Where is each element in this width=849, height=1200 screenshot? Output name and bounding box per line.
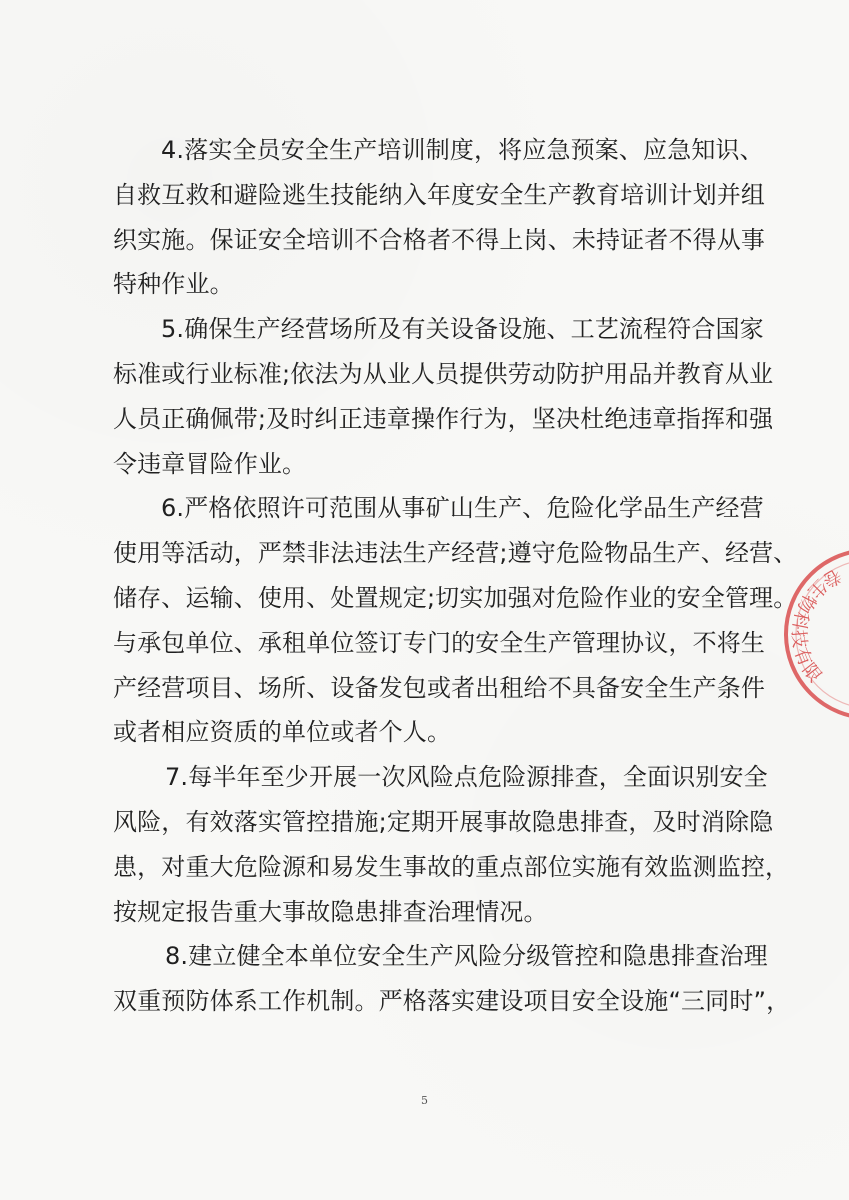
page-number: 5 — [421, 1094, 428, 1107]
paragraph-7 — [113, 755, 790, 934]
paragraph-4-line-1: 4.落实全员安全生产培训制度，将应急预案、应急知识、 — [161, 136, 764, 164]
paragraph-4-line-4: 特种作业。 — [113, 270, 234, 299]
paragraph-4-line-2: 自救互救和避险逃生技能纳入年度安全生产教育培训计划并组 — [113, 180, 766, 209]
paragraph-8 — [113, 934, 791, 1024]
paragraph-7-line-2: 风险，有效落实管控措施;定期开展事故隐患排查，及时消除隐 — [113, 807, 774, 836]
paragraph-7-line-3: 患，对重大危险源和易发生事故的重点部位实施有效监测监控， — [113, 852, 790, 881]
paragraph-5-line-3: 人员正确佩带;及时纠正违章操作行为，坚决杜绝违章指挥和强 — [113, 404, 774, 433]
document-body — [113, 128, 798, 1024]
paragraph-6-line-1: 6.严格依照许可范围从事矿山生产、危险化学品生产经营 — [161, 494, 764, 523]
paragraph-8-line-2: 双重预防体系工作机制。严格落实建设项目安全设施“三同时”， — [113, 987, 791, 1016]
paragraph-8-line-1: 8.建立健全本单位安全生产风险分级管控和隐患排查治理 — [165, 942, 768, 971]
paragraph-5 — [113, 307, 774, 486]
paragraph-6-line-3: 储存、运输、使用、处置规定;切实加强对危险作业的安全管理。 — [113, 583, 798, 612]
seal-text: 卷生物科技有限 — [787, 563, 845, 689]
paragraph-5-line-4: 令违章冒险作业。 — [113, 449, 307, 478]
paragraph-6-line-4: 与承包单位、承租单位签订专门的安全生产管理协议，不将生 — [113, 628, 766, 657]
paragraph-4-line-3: 织实施。保证安全培训不合格者不得上岗、未持证者不得从事 — [113, 225, 766, 254]
paragraph-5-line-2: 标准或行业标准;依法为从业人员提供劳动防护用品并教育从业 — [113, 359, 774, 388]
paragraph-4 — [113, 128, 766, 307]
paragraph-6-line-2: 使用等活动，严禁非法违法生产经营;遵守危险物品生产、经营、 — [113, 539, 798, 568]
svg-text:卷生物科技有限 — [787, 564, 844, 688]
paragraph-6-line-6: 或者相应资质的单位或者个人。 — [113, 718, 452, 747]
company-seal — [775, 548, 849, 720]
paragraph-6 — [113, 486, 798, 755]
paragraph-5-line-1: 5.确保生产经营场所及有关设备设施、工艺流程符合国家 — [161, 315, 764, 344]
paragraph-6-line-5: 产经营项目、场所、设备发包或者出租给不具备安全生产条件 — [113, 673, 766, 702]
paragraph-7-line-4: 按规定报告重大事故隐患排查治理情况。 — [113, 897, 548, 926]
paragraph-7-line-1: 7.每半年至少开展一次风险点危险源排查，全面识别安全 — [165, 763, 768, 792]
